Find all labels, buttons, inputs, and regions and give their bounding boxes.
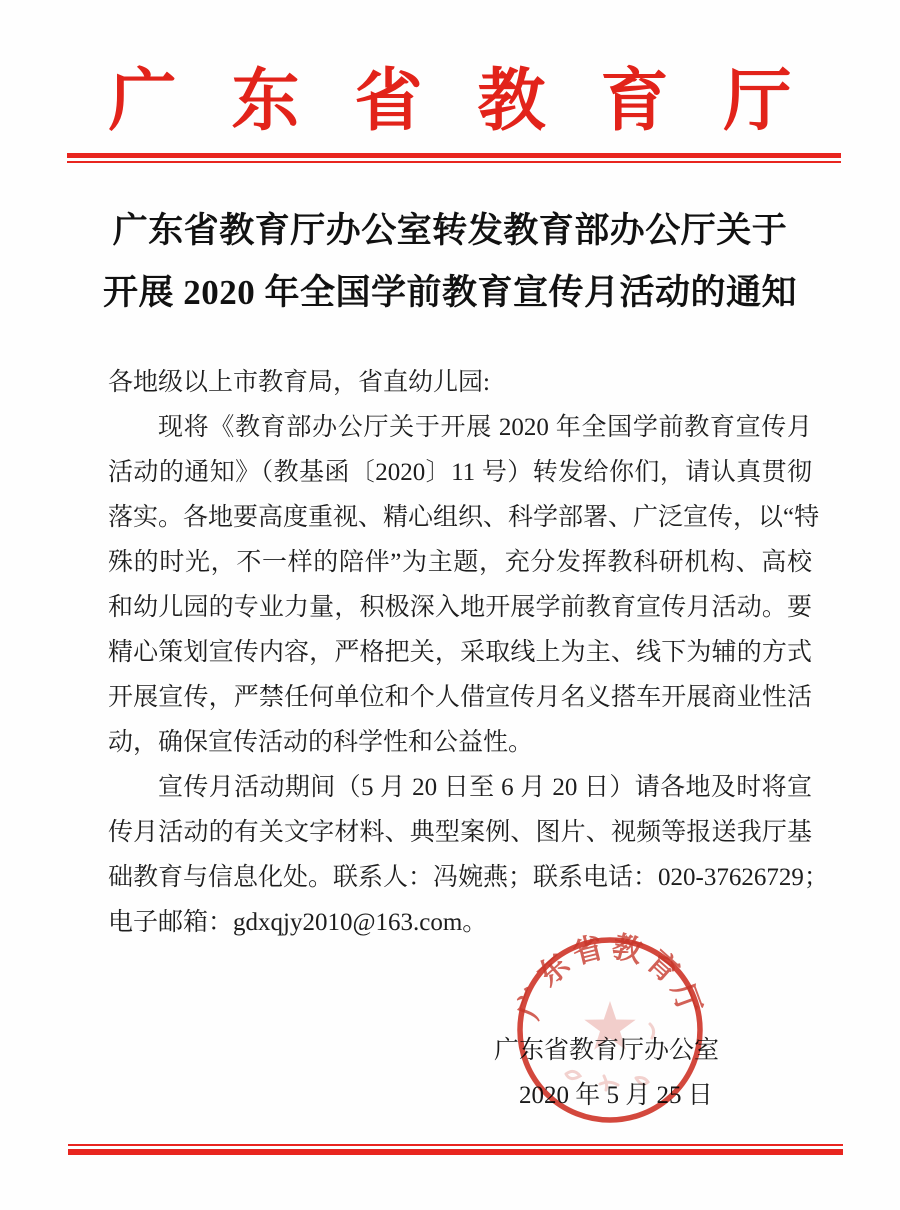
body-line: 传月活动的有关文字材料、典型案例、图片、视频等报送我厅基 [108, 819, 812, 846]
body-line: 础教育与信息化处。联系人：冯婉燕；联系电话：020-37626729； [108, 864, 829, 891]
body-line: 和幼儿园的专业力量，积极深入地开展学前教育宣传月活动。要 [108, 594, 812, 621]
header-rule-thin [67, 161, 841, 163]
document-title [60, 200, 840, 324]
bottom-rule-thick [68, 1149, 843, 1155]
seal-arc-text: 广东省教育厅 [512, 930, 708, 1024]
letterhead-title: 广东省教育厅 [108, 63, 847, 139]
body-line: 宣传月活动期间（5 月 20 日至 6 月 20 日）请各地及时将宣 [158, 774, 812, 801]
body-line: 落实。各地要高度重视、精心组织、科学部署、广泛宣传，以“特 [108, 504, 820, 531]
body-line: 开展宣传，严禁任何单位和个人借宣传月名义搭车开展商业性活 [108, 684, 812, 711]
body-line: 精心策划宣传内容，严格把关，采取线上为主、线下为辅的方式 [108, 639, 812, 666]
signature-office: 广东省教育厅办公室 [494, 1037, 720, 1064]
body-text [108, 360, 829, 945]
body-line: 殊的时光，不一样的陪伴”为主题，充分发挥教科研机构、高校 [108, 549, 812, 576]
body-line: 现将《教育部办公厅关于开展 2020 年全国学前教育宣传月 [158, 414, 812, 441]
document-title-line-2: 开展 2020 年全国学前教育宣传月活动的通知 [102, 273, 797, 312]
header-rule-thick [67, 153, 841, 158]
body-line: 动，确保宣传活动的科学性和公益性。 [108, 729, 534, 756]
body-line: 活动的通知》（教基函〔2020〕11 号）转发给你们，请认真贯彻 [108, 459, 812, 486]
document-title-line-1: 广东省教育厅办公室转发教育部办公厅关于 [112, 211, 788, 250]
signature-date: 2020 年 5 月 25 日 [519, 1082, 713, 1109]
bottom-rule-thin [68, 1144, 843, 1146]
body-line: 电子邮箱：gdxqjy2010@163.com。 [108, 909, 488, 936]
body-line: 各地级以上市教育局，省直幼儿园: [108, 369, 490, 396]
